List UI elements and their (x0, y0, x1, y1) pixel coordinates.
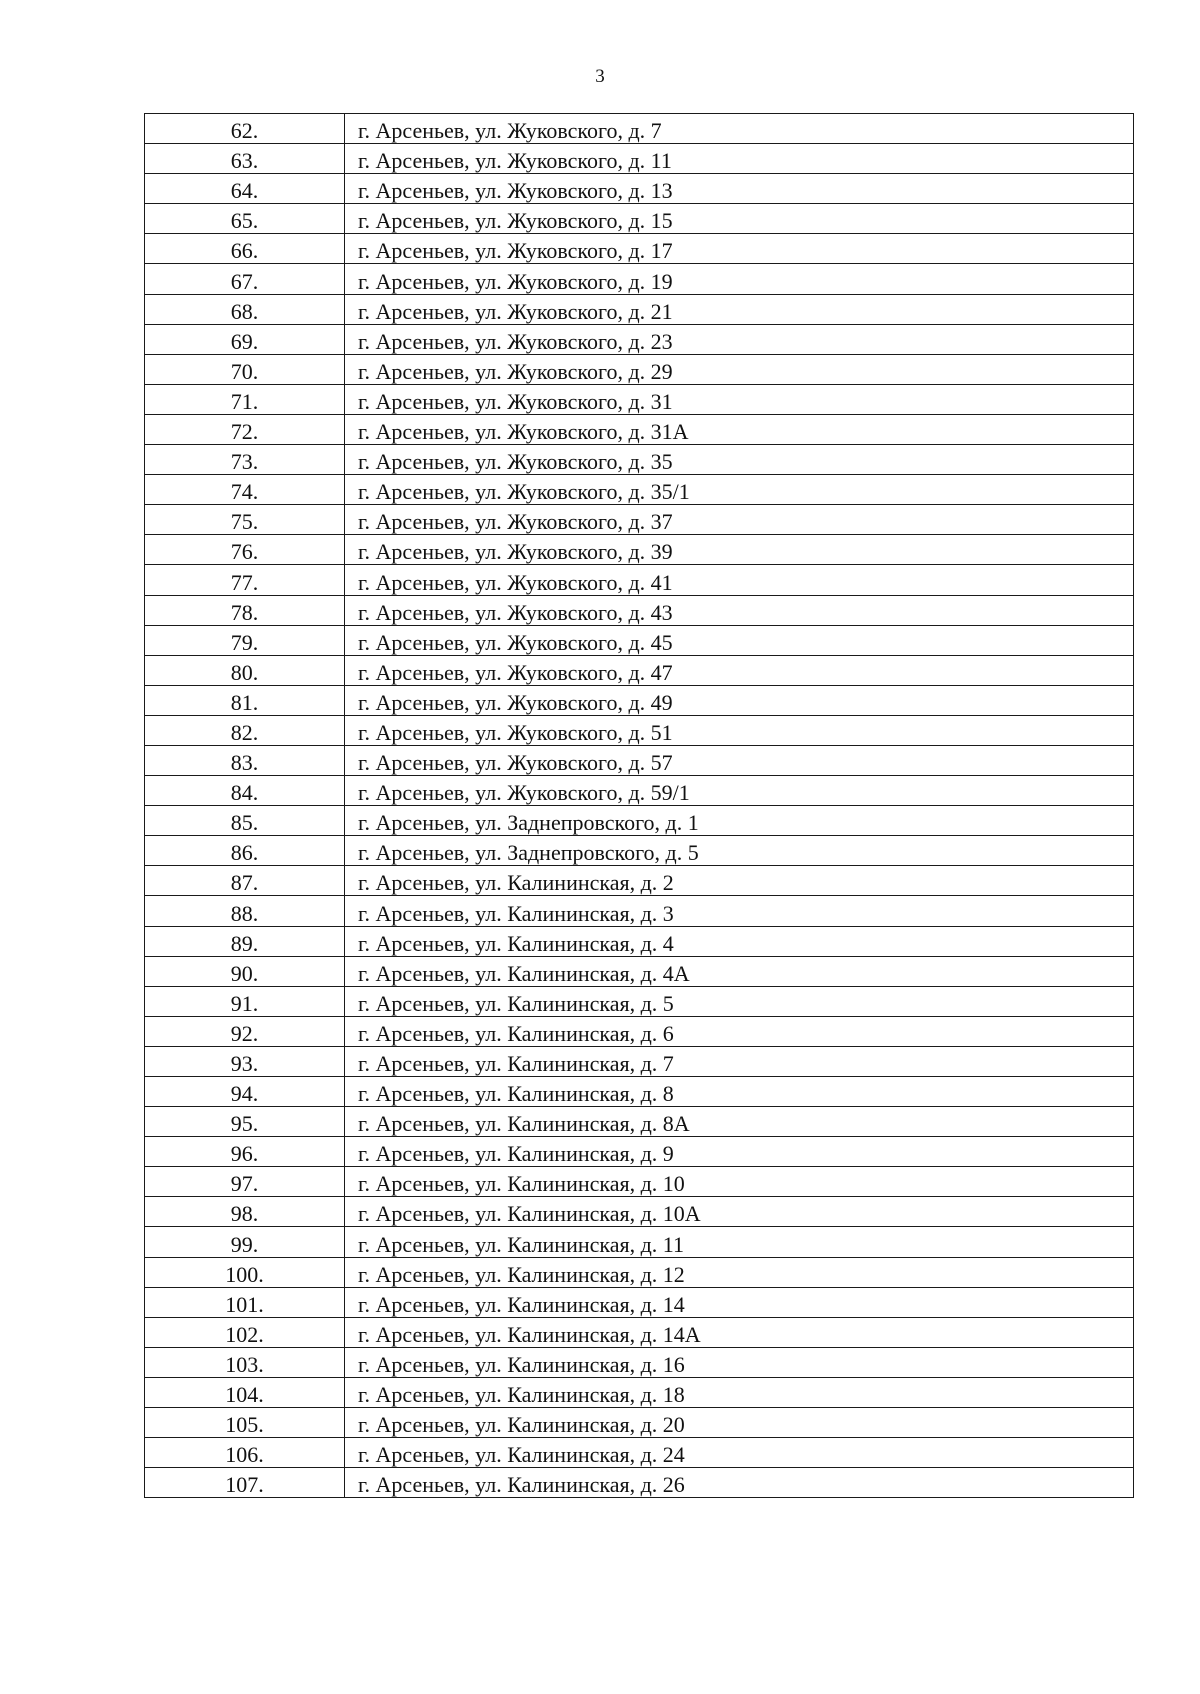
row-number: 77. (230, 569, 259, 595)
address-cell (345, 806, 1134, 836)
table-row (145, 535, 1134, 565)
row-number: 97. (230, 1171, 259, 1197)
table-row (145, 866, 1134, 896)
address-cell (345, 625, 1134, 655)
address-cell (345, 1287, 1134, 1317)
table-row (145, 625, 1134, 655)
row-number: 83. (230, 750, 259, 776)
row-number: 71. (230, 388, 259, 414)
address-text: г. Арсеньев, ул. Жуковского, д. 31 (358, 388, 673, 414)
row-number: 104. (225, 1382, 264, 1408)
address-text: г. Арсеньев, ул. Калининская, д. 10А (358, 1201, 701, 1227)
row-number-cell (145, 1257, 345, 1287)
address-text: г. Арсеньев, ул. Жуковского, д. 21 (358, 298, 673, 324)
address-text: г. Арсеньев, ул. Калининская, д. 18 (358, 1382, 685, 1408)
row-number-cell (145, 1167, 345, 1197)
table-row (145, 806, 1134, 836)
address-table-body (145, 114, 1134, 1498)
row-number: 100. (225, 1261, 264, 1287)
row-number: 98. (230, 1201, 259, 1227)
table-row (145, 1077, 1134, 1107)
address-cell (345, 414, 1134, 444)
row-number: 82. (230, 719, 259, 745)
table-row (145, 896, 1134, 926)
row-number-cell (145, 1227, 345, 1257)
row-number-cell (145, 866, 345, 896)
table-row (145, 1257, 1134, 1287)
row-number: 89. (230, 930, 259, 956)
address-text: г. Арсеньев, ул. Жуковского, д. 11 (358, 148, 672, 174)
address-cell (345, 1227, 1134, 1257)
address-cell (345, 1046, 1134, 1076)
row-number: 78. (230, 599, 259, 625)
row-number-cell (145, 204, 345, 234)
row-number-cell (145, 174, 345, 204)
address-text: г. Арсеньев, ул. Жуковского, д. 43 (358, 599, 673, 625)
address-text: г. Арсеньев, ул. Калининская, д. 7 (358, 1051, 674, 1076)
row-number-cell (145, 1347, 345, 1377)
row-number-cell (145, 414, 345, 444)
row-number: 64. (230, 178, 259, 204)
table-row (145, 1167, 1134, 1197)
row-number: 65. (230, 208, 259, 234)
address-cell (345, 354, 1134, 384)
row-number: 84. (230, 780, 259, 806)
address-text: г. Арсеньев, ул. Калининская, д. 14 (358, 1291, 685, 1317)
row-number-cell (145, 1468, 345, 1498)
row-number-cell (145, 144, 345, 174)
address-cell (345, 1408, 1134, 1438)
row-number: 94. (230, 1081, 259, 1107)
address-text: г. Арсеньев, ул. Жуковского, д. 7 (358, 118, 662, 144)
address-cell (345, 1377, 1134, 1407)
row-number-cell (145, 1317, 345, 1347)
address-cell (345, 595, 1134, 625)
address-cell (345, 1257, 1134, 1287)
row-number: 92. (230, 1020, 259, 1046)
table-row (145, 1197, 1134, 1227)
table-row (145, 836, 1134, 866)
address-cell (345, 114, 1134, 144)
row-number: 73. (230, 449, 259, 475)
row-number-cell (145, 685, 345, 715)
row-number-cell (145, 655, 345, 685)
row-number-cell (145, 715, 345, 745)
table-row (145, 1408, 1134, 1438)
address-text: г. Арсеньев, ул. Калининская, д. 5 (358, 990, 674, 1016)
address-text: г. Арсеньев, ул. Жуковского, д. 19 (358, 268, 673, 294)
row-number-cell (145, 745, 345, 775)
table-row (145, 1137, 1134, 1167)
address-cell (345, 535, 1134, 565)
address-text: г. Арсеньев, ул. Калининская, д. 3 (358, 900, 674, 926)
table-row (145, 1107, 1134, 1137)
row-number-cell (145, 896, 345, 926)
row-number: 70. (230, 358, 259, 384)
address-cell (345, 956, 1134, 986)
row-number-cell (145, 625, 345, 655)
row-number: 62. (230, 118, 259, 144)
address-text: г. Арсеньев, ул. Калининская, д. 24 (358, 1442, 685, 1468)
address-text: г. Арсеньев, ул. Калининская, д. 16 (358, 1351, 685, 1377)
address-text: г. Арсеньев, ул. Жуковского, д. 29 (358, 358, 673, 384)
address-cell (345, 1468, 1134, 1498)
row-number-cell (145, 1197, 345, 1227)
row-number-cell (145, 234, 345, 264)
row-number-cell (145, 1287, 345, 1317)
address-text: г. Арсеньев, ул. Жуковского, д. 47 (358, 659, 673, 685)
row-number-cell (145, 445, 345, 475)
table-row (145, 264, 1134, 294)
table-row (145, 1377, 1134, 1407)
table-row (145, 204, 1134, 234)
address-text: г. Арсеньев, ул. Калининская, д. 2 (358, 870, 674, 896)
row-number-cell (145, 776, 345, 806)
address-text: г. Арсеньев, ул. Калининская, д. 9 (358, 1141, 674, 1167)
row-number-cell (145, 475, 345, 505)
address-cell (345, 1347, 1134, 1377)
row-number: 74. (230, 479, 259, 505)
table-row (145, 595, 1134, 625)
row-number-cell (145, 1077, 345, 1107)
address-text: г. Арсеньев, ул. Калининская, д. 14А (358, 1321, 701, 1347)
row-number-cell (145, 836, 345, 866)
address-cell (345, 234, 1134, 264)
table-row (145, 565, 1134, 595)
address-cell (345, 294, 1134, 324)
table-row (145, 174, 1134, 204)
row-number: 79. (230, 629, 259, 655)
address-cell (345, 655, 1134, 685)
row-number-cell (145, 1408, 345, 1438)
table-row (145, 776, 1134, 806)
row-number: 75. (230, 509, 259, 535)
row-number: 86. (230, 840, 259, 866)
address-cell (345, 745, 1134, 775)
table-row (145, 475, 1134, 505)
table-row (145, 445, 1134, 475)
table-row (145, 114, 1134, 144)
row-number: 102. (225, 1321, 264, 1347)
row-number-cell (145, 354, 345, 384)
address-text: г. Арсеньев, ул. Жуковского, д. 17 (358, 238, 673, 264)
row-number: 69. (230, 328, 259, 354)
row-number: 105. (225, 1412, 264, 1438)
row-number-cell (145, 1137, 345, 1167)
address-text: г. Арсеньев, ул. Жуковского, д. 35/1 (358, 479, 690, 505)
table-row (145, 1468, 1134, 1498)
address-text: г. Арсеньев, ул. Заднепровского, д. 5 (358, 840, 699, 866)
row-number: 99. (230, 1231, 259, 1257)
row-number-cell (145, 1016, 345, 1046)
address-text: г. Арсеньев, ул. Жуковского, д. 59/1 (358, 780, 690, 806)
address-cell (345, 324, 1134, 354)
row-number: 63. (230, 148, 259, 174)
table-row (145, 1347, 1134, 1377)
address-text: г. Арсеньев, ул. Жуковского, д. 15 (358, 208, 673, 234)
address-cell (345, 896, 1134, 926)
table-row (145, 294, 1134, 324)
table-row (145, 354, 1134, 384)
row-number-cell (145, 505, 345, 535)
table-row (145, 1438, 1134, 1468)
address-cell (345, 174, 1134, 204)
row-number-cell (145, 535, 345, 565)
table-row (145, 655, 1134, 685)
address-text: г. Арсеньев, ул. Калининская, д. 8 (358, 1081, 674, 1107)
row-number-cell (145, 324, 345, 354)
table-row (145, 1016, 1134, 1046)
address-text: г. Арсеньев, ул. Жуковского, д. 51 (358, 719, 673, 745)
row-number: 66. (230, 238, 259, 264)
table-row (145, 1317, 1134, 1347)
address-cell (345, 144, 1134, 174)
row-number: 93. (230, 1051, 259, 1076)
address-cell (345, 986, 1134, 1016)
row-number-cell (145, 1438, 345, 1468)
table-row (145, 234, 1134, 264)
row-number: 85. (230, 810, 259, 836)
address-cell (345, 866, 1134, 896)
address-cell (345, 1016, 1134, 1046)
table-row (145, 1227, 1134, 1257)
table-row (145, 144, 1134, 174)
address-table (144, 113, 1134, 1498)
address-cell (345, 1137, 1134, 1167)
address-cell (345, 685, 1134, 715)
row-number: 76. (230, 539, 259, 565)
address-text: г. Арсеньев, ул. Калининская, д. 12 (358, 1261, 685, 1287)
address-cell (345, 836, 1134, 866)
address-text: г. Арсеньев, ул. Жуковского, д. 41 (358, 569, 673, 595)
table-row (145, 745, 1134, 775)
row-number: 87. (230, 870, 259, 896)
address-cell (345, 264, 1134, 294)
table-row (145, 505, 1134, 535)
row-number: 95. (230, 1111, 259, 1137)
row-number: 101. (225, 1291, 264, 1317)
address-cell (345, 445, 1134, 475)
address-cell (345, 1197, 1134, 1227)
row-number: 81. (230, 689, 259, 715)
row-number: 67. (230, 268, 259, 294)
address-text: г. Арсеньев, ул. Калининская, д. 4А (358, 960, 690, 986)
row-number-cell (145, 264, 345, 294)
row-number: 80. (230, 659, 259, 685)
address-text: г. Арсеньев, ул. Жуковского, д. 23 (358, 328, 673, 354)
row-number: 72. (230, 419, 259, 445)
address-text: г. Арсеньев, ул. Калининская, д. 20 (358, 1412, 685, 1438)
row-number-cell (145, 1377, 345, 1407)
row-number: 91. (230, 990, 259, 1016)
row-number-cell (145, 294, 345, 324)
address-text: г. Арсеньев, ул. Заднепровского, д. 1 (358, 810, 699, 836)
address-text: г. Арсеньев, ул. Калининская, д. 11 (358, 1231, 684, 1257)
page-number: 3 (595, 66, 605, 87)
address-text: г. Арсеньев, ул. Калининская, д. 26 (358, 1472, 685, 1498)
address-text: г. Арсеньев, ул. Жуковского, д. 37 (358, 509, 673, 535)
table-row (145, 986, 1134, 1016)
row-number-cell (145, 986, 345, 1016)
address-cell (345, 1107, 1134, 1137)
table-row (145, 715, 1134, 745)
address-text: г. Арсеньев, ул. Жуковского, д. 13 (358, 178, 673, 204)
row-number: 68. (230, 298, 259, 324)
table-row (145, 384, 1134, 414)
address-cell (345, 776, 1134, 806)
row-number-cell (145, 1046, 345, 1076)
row-number-cell (145, 956, 345, 986)
address-text: г. Арсеньев, ул. Жуковского, д. 35 (358, 449, 673, 475)
table-row (145, 926, 1134, 956)
address-text: г. Арсеньев, ул. Калининская, д. 8А (358, 1111, 690, 1137)
row-number: 107. (225, 1472, 264, 1498)
table-row (145, 1287, 1134, 1317)
address-text: г. Арсеньев, ул. Калининская, д. 6 (358, 1020, 674, 1046)
address-cell (345, 505, 1134, 535)
row-number: 106. (225, 1442, 264, 1468)
address-cell (345, 715, 1134, 745)
address-text: г. Арсеньев, ул. Жуковского, д. 39 (358, 539, 673, 565)
row-number-cell (145, 1107, 345, 1137)
table-row (145, 956, 1134, 986)
table-row (145, 324, 1134, 354)
row-number-cell (145, 806, 345, 836)
address-text: г. Арсеньев, ул. Жуковского, д. 31А (358, 419, 689, 445)
row-number-cell (145, 926, 345, 956)
row-number: 96. (230, 1141, 259, 1167)
address-text: г. Арсеньев, ул. Калининская, д. 10 (358, 1171, 685, 1197)
row-number-cell (145, 384, 345, 414)
address-text: г. Арсеньев, ул. Калининская, д. 4 (358, 930, 674, 956)
address-cell (345, 1077, 1134, 1107)
row-number: 90. (230, 960, 259, 986)
address-text: г. Арсеньев, ул. Жуковского, д. 57 (358, 750, 673, 776)
address-text: г. Арсеньев, ул. Жуковского, д. 49 (358, 689, 673, 715)
address-cell (345, 1317, 1134, 1347)
address-cell (345, 475, 1134, 505)
address-cell (345, 1438, 1134, 1468)
address-cell (345, 384, 1134, 414)
row-number: 103. (225, 1351, 264, 1377)
address-cell (345, 565, 1134, 595)
row-number-cell (145, 595, 345, 625)
row-number-cell (145, 565, 345, 595)
address-text: г. Арсеньев, ул. Жуковского, д. 45 (358, 629, 673, 655)
table-row (145, 1046, 1134, 1076)
table-row (145, 685, 1134, 715)
address-cell (345, 926, 1134, 956)
row-number-cell (145, 114, 345, 144)
address-cell (345, 1167, 1134, 1197)
address-cell (345, 204, 1134, 234)
row-number: 88. (230, 900, 259, 926)
table-row (145, 414, 1134, 444)
